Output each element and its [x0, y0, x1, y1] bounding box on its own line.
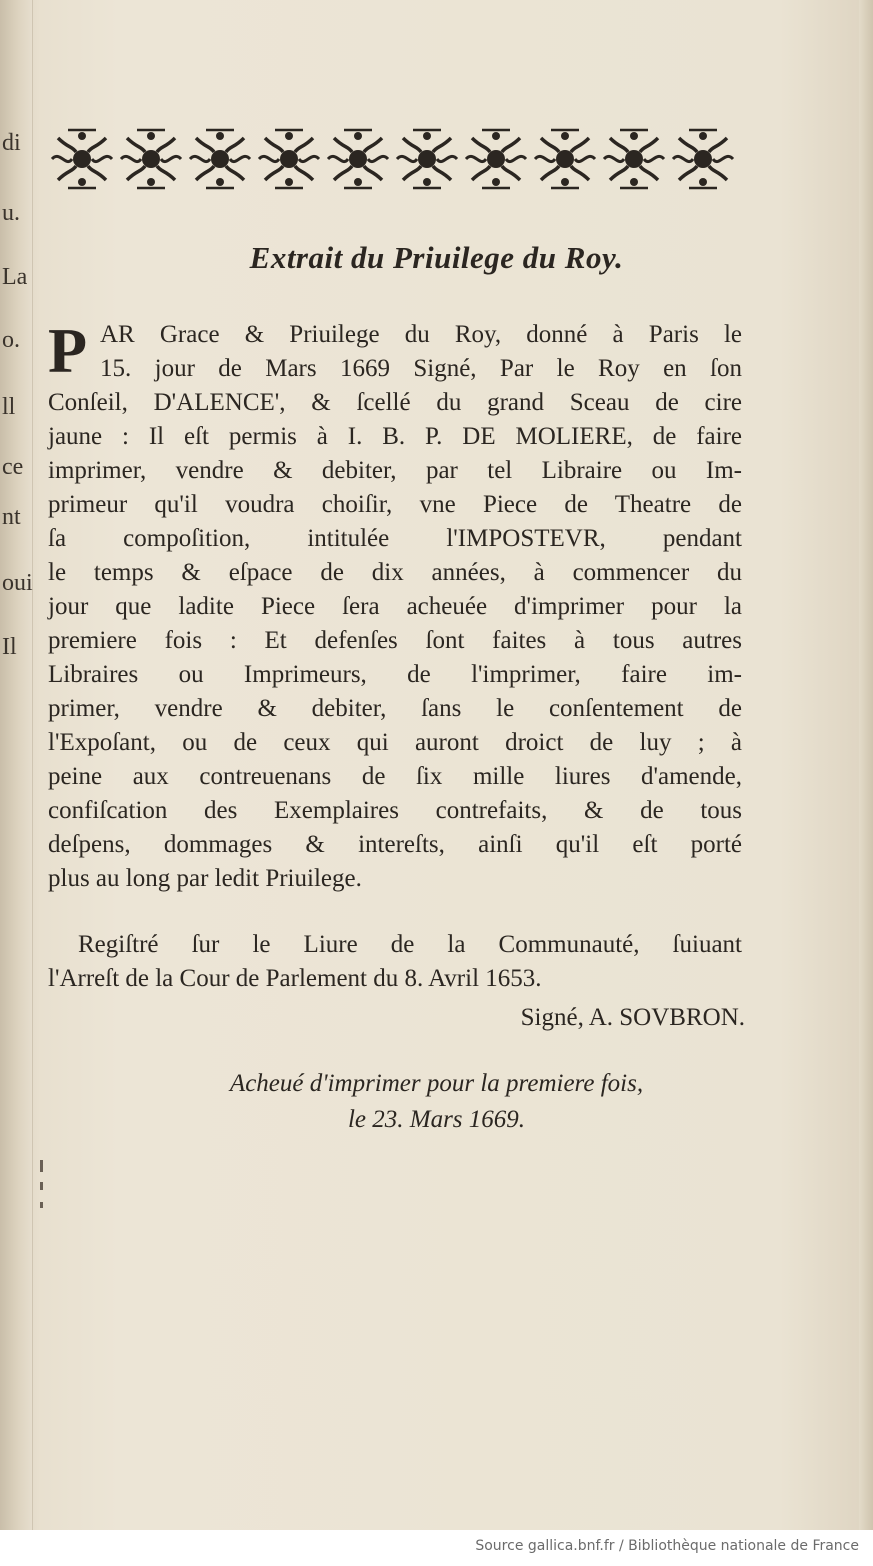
text-line: plus au long par ledit Priuilege.	[48, 865, 362, 892]
text-line: premiere fois : Et defenſes ſont faites à tous autres	[48, 627, 742, 654]
text-line: 15. jour de Mars 1669 Signé, Par le Roy en ſon	[100, 355, 742, 382]
drop-cap: P	[48, 315, 88, 386]
text-line: jaune : Il eſt permis à I. B. P. DE MOLIERE, de faire	[48, 423, 742, 450]
margin-mark	[40, 1202, 43, 1208]
source-credit: Source gallica.bnf.fr / Bibliothèque nationale de France	[467, 1534, 867, 1558]
registration-text	[48, 928, 742, 996]
printers-ornament-band	[48, 126, 738, 192]
text-line: le 23. Mars 1669.	[347, 1106, 526, 1133]
text-line: jour que ladite Piece ſera acheuée d'imprimer pour la	[48, 593, 742, 620]
bleed-letter: di	[2, 130, 21, 156]
text-line: confiſcation des Exemplaires contrefaits, & de tous	[48, 797, 742, 824]
text-line: Regiſtré ſur le Liure de la Communauté, ſuiuant	[78, 931, 742, 958]
privilege-heading: Extrait du Priuilege du Roy.	[249, 240, 624, 275]
text-line: primeur qu'il voudra choiſir, vne Piece de Theatre de	[48, 491, 742, 518]
printing-completion-note	[0, 1066, 873, 1138]
text-line: deſpens, dommages & intereſts, ainſi qu'il eſt porté	[48, 831, 742, 858]
text-line: le temps & eſpace de dix années, à commencer du	[48, 559, 742, 586]
text-line: l'Expoſant, ou de ceux qui auront droict de luy ; à	[48, 729, 742, 756]
bleed-letter: La	[2, 264, 28, 290]
margin-mark	[40, 1160, 43, 1172]
text-line: primer, vendre & debiter, ſans le conſentement de	[48, 695, 742, 722]
privilege-text	[48, 315, 742, 896]
text-line: Libraires ou Imprimeurs, de l'imprimer, faire im-	[48, 661, 742, 688]
bleed-letter: u.	[2, 200, 20, 226]
text-line: peine aux contreuenans de ſix mille liures d'amende,	[48, 763, 742, 790]
text-line: Conſeil, D'ALENCE', & ſcellé du grand Sceau de cire	[48, 389, 742, 416]
text-line: imprimer, vendre & debiter, par tel Libraire ou Im-	[48, 457, 742, 484]
bleed-letter: ce	[2, 454, 24, 480]
margin-mark	[40, 1182, 43, 1190]
bleed-letter: oui	[2, 570, 33, 596]
facing-page-gutter	[0, 0, 33, 1530]
bleed-letter: o.	[2, 327, 20, 353]
text-line: ſa compoſition, intitulée l'IMPOSTEVR, pendant	[48, 525, 742, 552]
page-edge-shadow	[859, 0, 873, 1530]
signature-line: Signé, A. SOVBRON.	[520, 1004, 745, 1031]
bleed-letter: nt	[2, 504, 21, 530]
text-line: l'Arreſt de la Cour de Parlement du 8. Avril 1653.	[48, 965, 542, 992]
bleed-letter: ll	[2, 394, 16, 420]
bleed-letter: Il	[2, 634, 17, 660]
text-line: Acheué d'imprimer pour la premiere fois,	[229, 1070, 644, 1097]
text-line: AR Grace & Priuilege du Roy, donné à Paris le	[100, 321, 742, 348]
